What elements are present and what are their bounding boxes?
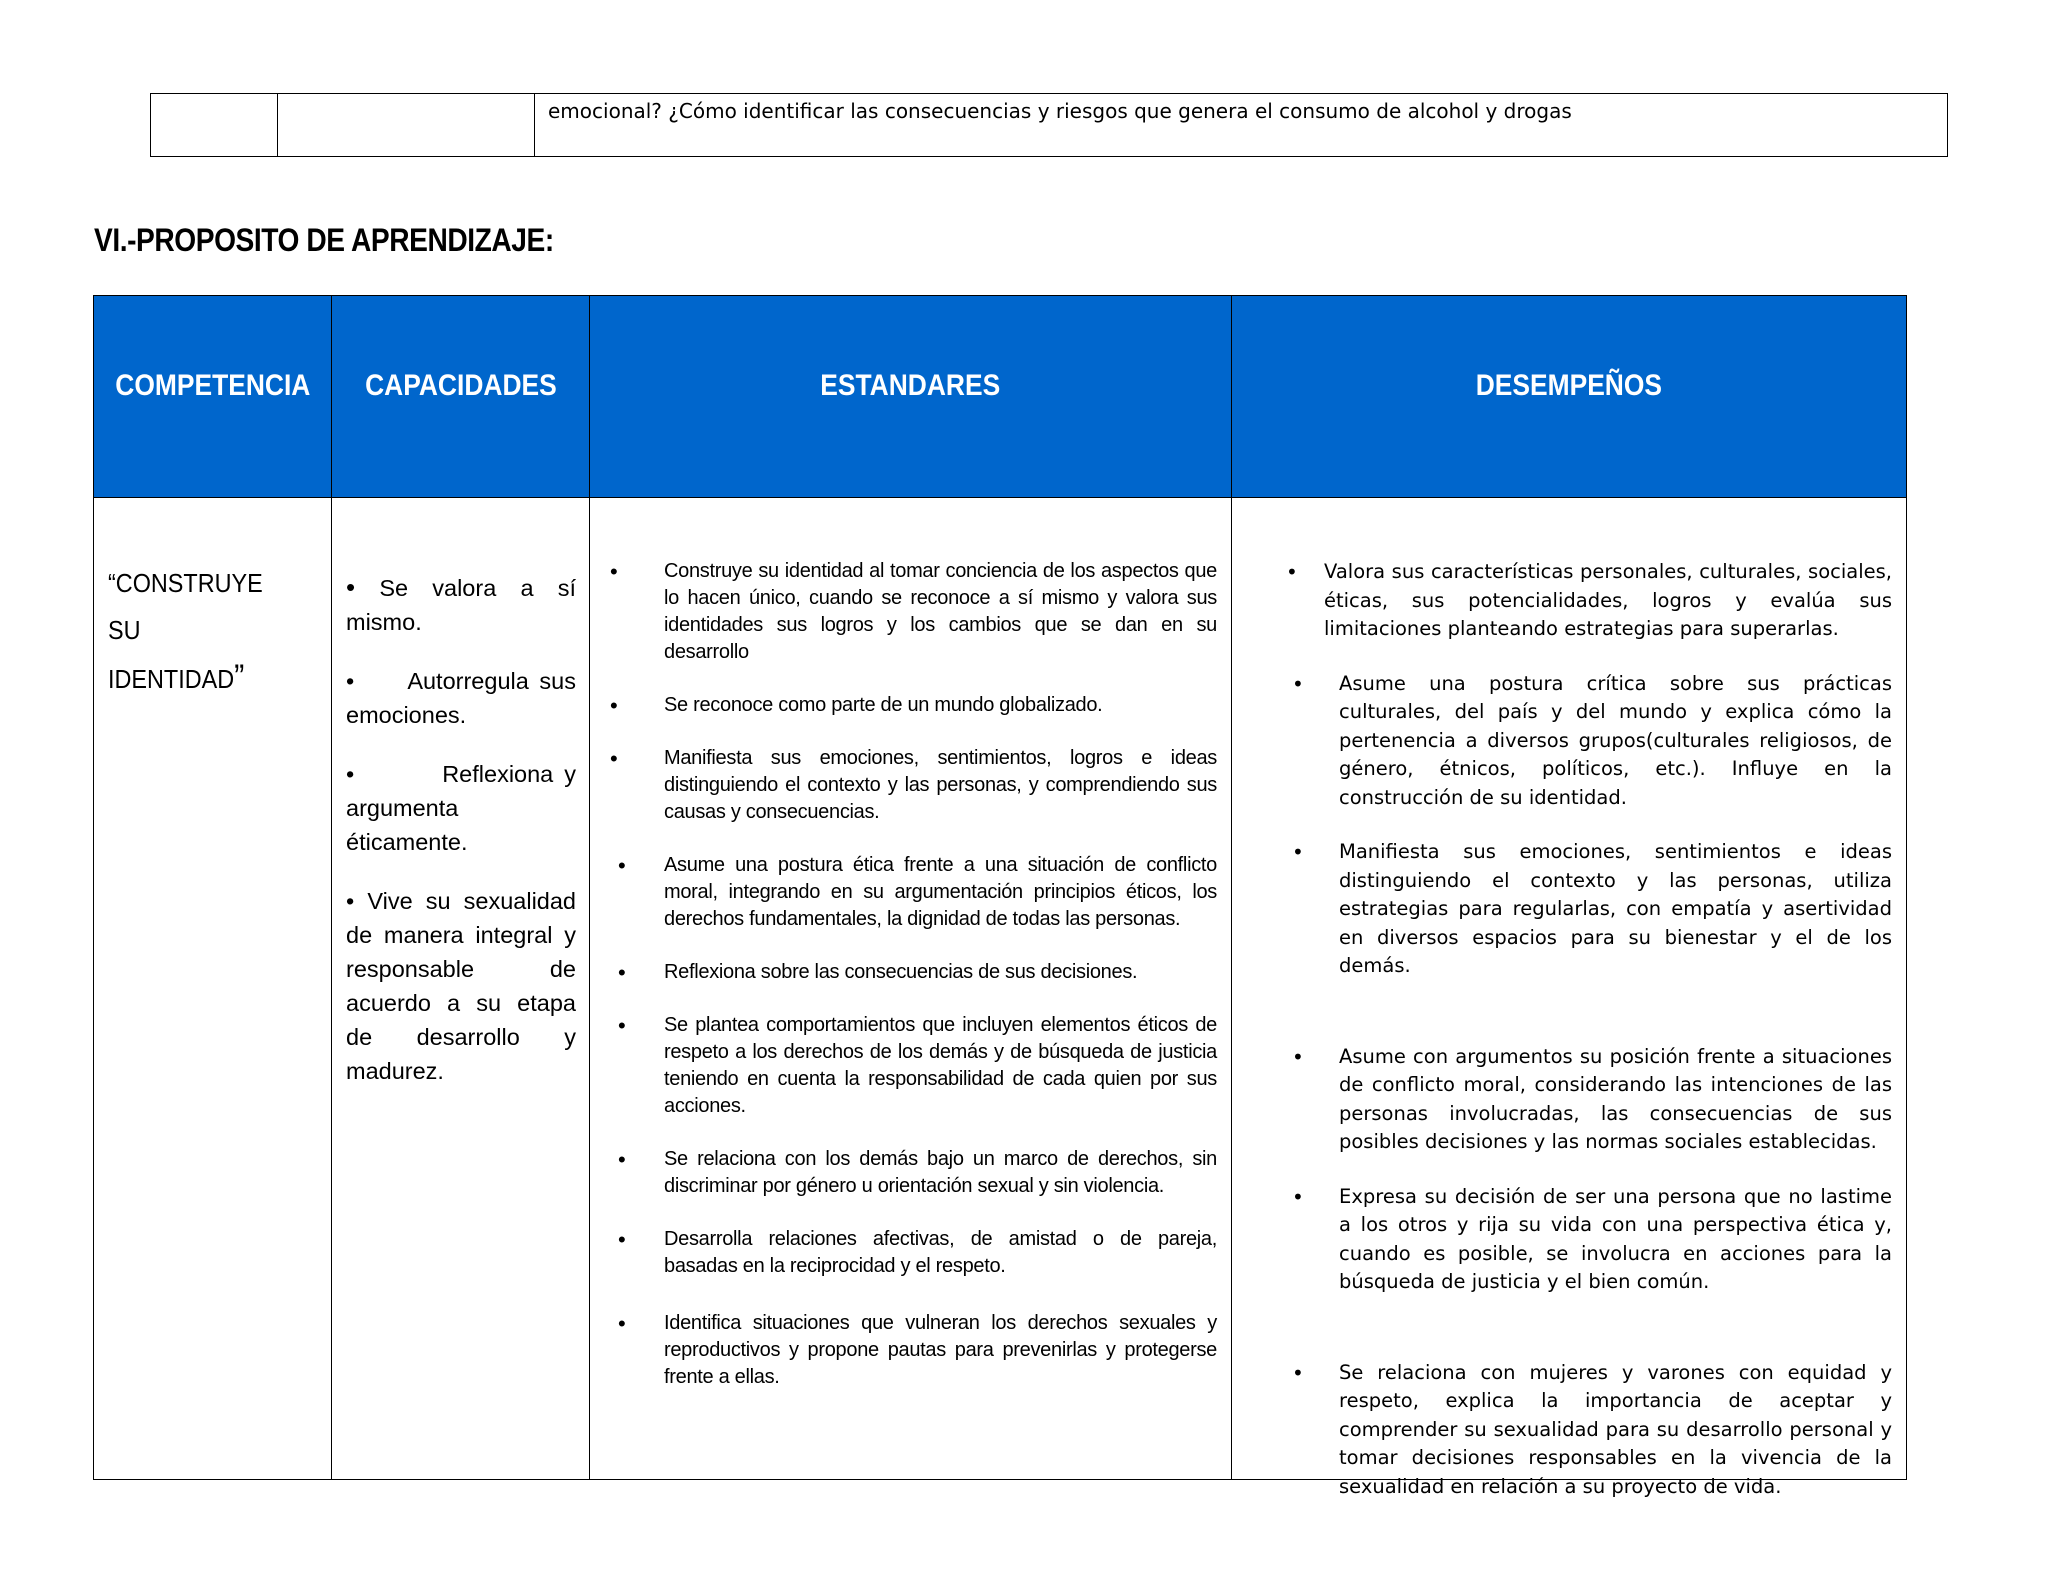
list-item: • Identifica situaciones que vulneran los derechos sexuales y reproductivos y propone pautas para prevenirlas y protegerse frente a ellas. — [618, 1311, 1217, 1388]
header-competencia: COMPETENCIA — [94, 296, 332, 497]
list-item: • Construye su identidad al tomar conciencia de los aspectos que lo hacen único, cuando se reconoce a sí mismo y valora sus identidades sus logros y los cambios que se dan en su desarrollo — [610, 559, 1217, 663]
desempenos-list — [1232, 558, 1906, 1501]
section-title: VI.-PROPOSITO DE APRENDIZAJE: — [94, 222, 554, 258]
list-item: • Se relaciona con mujeres y varones con equidad y respeto, explica la importancia de aceptar y comprender su sexualidad para su desarrollo personal y tomar decisiones responsables en la vivencia de la sexualidad en relación a su proyecto de vida. — [1292, 1360, 1892, 1498]
estandares-cell — [590, 498, 1232, 1479]
list-item: • Manifiesta sus emociones, sentimientos, logros e ideas distinguiendo el contexto y las personas, y comprendiendo sus causas y consecuencias. — [610, 746, 1217, 823]
list-item: • Se relaciona con los demás bajo un marco de derechos, sin discriminar por género u orientación sexual y sin violencia. — [618, 1147, 1217, 1197]
continuation-cell-text: emocional? ¿Cómo identificar las consecuencias y riesgos que genera el consumo de alcohol y drogas — [548, 99, 1572, 123]
header-desempenos: DESEMPEÑOS — [1475, 368, 1663, 402]
competencia-cell — [94, 498, 332, 1479]
list-item: • Se valora a sí mismo. — [346, 572, 577, 635]
header-capacidades: CAPACIDADES — [332, 296, 590, 497]
desempenos-cell — [1232, 498, 1906, 1498]
table-header-row — [94, 296, 1906, 498]
list-item: • Reflexiona sobre las consecuencias de sus decisiones. — [618, 960, 1138, 985]
list-item: • Se reconoce como parte de un mundo globalizado. — [610, 693, 1103, 718]
list-item: • Se plantea comportamientos que incluyen elementos éticos de respeto a los derechos de los demás y de búsqueda de justicia teniendo en cuenta la responsabilidad de cada quien por sus acciones. — [618, 1013, 1217, 1117]
list-item: • Expresa su decisión de ser una persona que no lastime a los otros y rija su vida con una perspectiva ética y, cuando es posible, se involucra en acciones para la búsqueda de justicia y el bien común. — [1292, 1184, 1892, 1293]
list-item: • Asume una postura crítica sobre sus prácticas culturales, del país y del mundo y explica cómo la pertenencia a diversos grupos(culturales religiosos, de género, étnicos, políticos, etc.). Influye en la construcción de su identidad. — [1292, 671, 1892, 809]
table-body-row — [94, 498, 1906, 1498]
list-item: • Vive su sexualidad de manera integral y responsable de acuerdo a su etapa de desarrollo y madurez. — [346, 888, 577, 1084]
continuation-cell-1 — [151, 94, 278, 156]
list-item: • Desarrolla relaciones afectivas, de amistad o de pareja, basadas en la reciprocidad y el respeto. — [618, 1227, 1217, 1277]
learning-purpose-table — [93, 295, 1907, 1498]
list-item: • Asume una postura ética frente a una situación de conflicto moral, integrando en su argumentación principios éticos, los derechos fundamentales, la dignidad de todas las personas. — [618, 853, 1217, 930]
list-item: • Valora sus características personales, culturales, sociales, éticas, sus potencialidades, logros y evalúa sus limitaciones planteando estrategias para superarlas. — [1286, 560, 1892, 640]
list-item: • Reflexiona y argumenta éticamente. — [346, 761, 576, 855]
capacidades-cell — [332, 498, 590, 1479]
header-estandares: ESTANDARES — [590, 296, 1232, 497]
continuation-cell-2 — [278, 94, 535, 156]
list-item: • Asume con argumentos su posición frente a situaciones de conflicto moral, considerando las intenciones de las personas involucradas, las consecuencias de sus posibles decisiones y las normas sociales establecidas. — [1292, 1044, 1892, 1153]
list-item: • Manifiesta sus emociones, sentimientos e ideas distinguiendo el contexto y las personas, utiliza estrategias para regularlas, con empatía y asertividad en diversos espacios para su bienestar y el de los demás. — [1292, 840, 1892, 977]
estandares-list — [590, 558, 1231, 1391]
competencia-text: “CONSTRUYE SU IDENTIDAD” — [108, 568, 263, 696]
capacidades-list — [346, 570, 576, 1113]
list-item: • Autorregula sus emociones. — [346, 668, 576, 728]
continuation-table — [150, 93, 1948, 157]
